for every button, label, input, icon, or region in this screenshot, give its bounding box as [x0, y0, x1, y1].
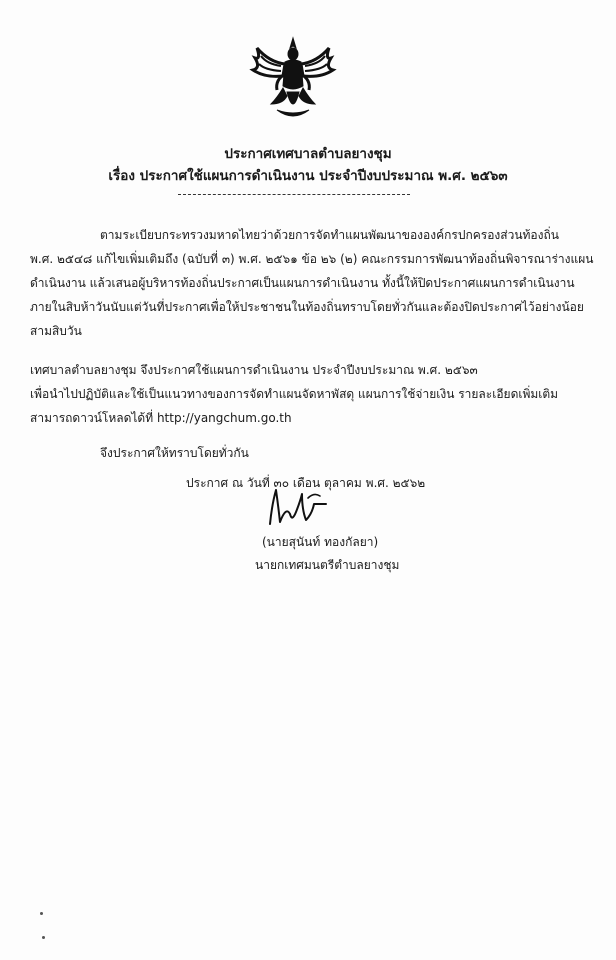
paragraph-1-line-4: ภายในสิบห้าวันนับแต่วันที่ประกาศเพื่อให้ประชาชนในท้องถิ่นทราบโดยทั่วกันและต้องปิดประกาศไว้อย่างน้อย	[30, 300, 584, 314]
title-divider	[178, 194, 410, 195]
paragraph-1-line-2: พ.ศ. ๒๕๔๘ แก้ไขเพิ่มเติมถึง (ฉบับที่ ๓) พ.ศ. ๒๕๖๑ ข้อ ๒๖ (๒) คณะกรรมการพัฒนาท้องถิ่นพิจารณาร่างแผน	[30, 252, 594, 266]
paragraph-2-line-2: เพื่อนำไปปฏิบัติและใช้เป็นแนวทางของการจัดทำแผนจัดหาพัสดุ แผนการใช้จ่ายเงิน รายละเอียดเพิ่มเติม	[30, 387, 559, 401]
paragraph-2-line-3: สามารถดาวน์โหลดได้ที่ http://yangchum.go.th	[30, 411, 292, 425]
closing-statement: จึงประกาศให้ทราบโดยทั่วกัน	[100, 446, 249, 460]
signatory-position: นายกเทศมนตรีตำบลยางชุม	[255, 558, 400, 572]
signatory-name: (นายสุนันท์ ทองกัลยา)	[262, 535, 379, 549]
paragraph-2-line-1: เทศบาลตำบลยางชุม จึงประกาศใช้แผนการดำเนินงาน ประจำปีงบประมาณ พ.ศ. ๒๕๖๓	[30, 363, 478, 377]
paragraph-1-line-3: ดำเนินงาน แล้วเสนอผู้บริหารท้องถิ่นประกาศเป็นแผนการดำเนินงาน ทั้งนี้ให้ปิดประกาศแผนการดำเนินงาน	[30, 276, 575, 290]
scan-speck	[42, 936, 45, 939]
paragraph-1-line-5: สามสิบวัน	[30, 324, 82, 338]
scan-speck	[40, 912, 43, 915]
paragraph-1-line-1: ตามระเบียบกระทรวงมหาดไทยว่าด้วยการจัดทำแผนพัฒนาขององค์กรปกครองส่วนท้องถิ่น	[100, 228, 559, 242]
announcement-date: ประกาศ ณ วันที่ ๓๐ เดือน ตุลาคม พ.ศ. ๒๕๖๒	[186, 476, 426, 490]
garuda-emblem-icon	[247, 34, 339, 126]
announcement-subject: เรื่อง ประกาศใช้แผนการดำเนินงาน ประจำปีงบประมาณ พ.ศ. ๒๕๖๓	[108, 168, 508, 184]
handwritten-signature	[256, 484, 346, 530]
announcement-title: ประกาศเทศบาลตำบลยางชุม	[224, 146, 392, 162]
